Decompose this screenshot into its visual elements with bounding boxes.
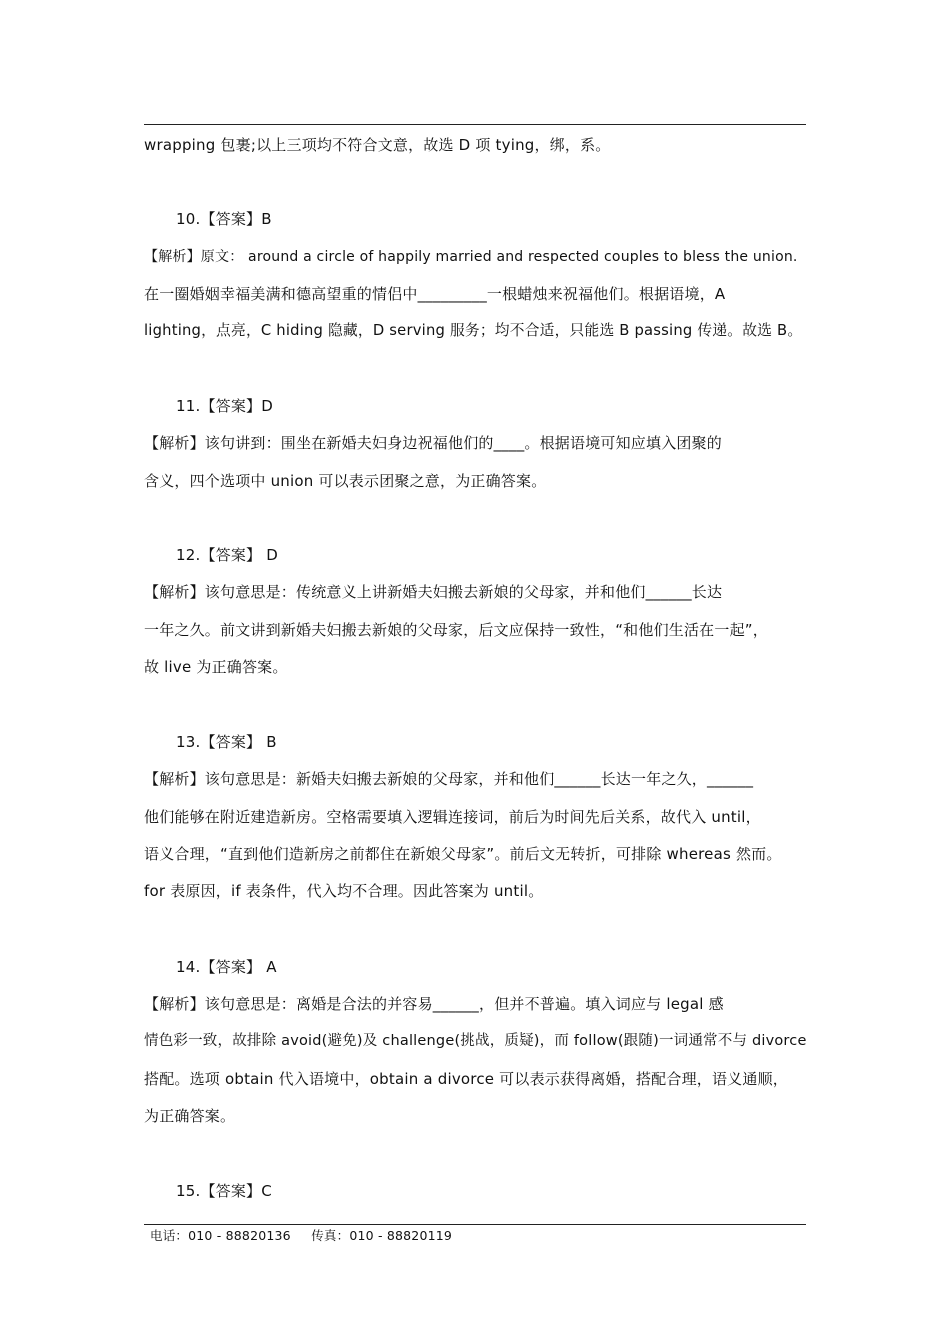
- analysis-14-line-3: 搭配。选项 obtain 代入语境中，obtain a divorce 可以表示获得离婚，搭配合理，语义通顺，: [144, 1070, 788, 1088]
- analysis-11-line-2: 含义，四个选项中 union 可以表示团聚之意，为正确答案。: [144, 472, 547, 490]
- analysis-14-line-2: 情色彩一致，故排除 avoid(避免)及 challenge(挑战，质疑)，而 follow(跟随)一词通常不与 divorce: [144, 1033, 807, 1049]
- answer-12: 12.【答案】 D: [176, 546, 278, 564]
- continued-text-line: wrapping 包裹;以上三项均不符合文意，故选 D 项 tying，绑，系。: [144, 136, 611, 154]
- footer-rule: [144, 1224, 806, 1225]
- analysis-10-line-2: 在一圈婚姻幸福美满和德高望重的情侣中_________一根蜡烛来祝福他们。根据语境，A: [144, 285, 726, 303]
- page-footer: [150, 1228, 452, 1244]
- analysis-12-line-1: 【解析】该句意思是：传统意义上讲新婚夫妇搬去新娘的父母家，并和他们______长达: [144, 583, 723, 601]
- analysis-12-line-2: 一年之久。前文讲到新婚夫妇搬去新娘的父母家，后文应保持一致性，“和他们生活在一起”，: [144, 621, 768, 639]
- analysis-13-line-3: 语义合理，“直到他们造新房之前都住在新娘父母家”。前后文无转折，可排除 whereas 然而。: [144, 845, 782, 863]
- answer-11: 11.【答案】D: [176, 397, 274, 415]
- analysis-10-line-1: 【解析】原文： around a circle of happily married and respected couples to bless the union.: [144, 249, 798, 265]
- answer-10: 10.【答案】B: [176, 210, 272, 228]
- footer-fax: 传真：010 - 88820119: [311, 1228, 453, 1243]
- analysis-13-line-4: for 表原因，if 表条件，代入均不合理。因此答案为 until。: [144, 882, 544, 900]
- analysis-14-line-1: 【解析】该句意思是：离婚是合法的并容易______，但并不普遍。填入词应与 legal 感: [144, 995, 724, 1013]
- analysis-11-line-1: 【解析】该句讲到：围坐在新婚夫妇身边祝福他们的____。根据语境可知应填入团聚的: [144, 434, 723, 452]
- analysis-12-line-3: 故 live 为正确答案。: [144, 658, 288, 676]
- analysis-14-line-4: 为正确答案。: [144, 1107, 236, 1125]
- analysis-13-line-1: 【解析】该句意思是：新婚夫妇搬去新娘的父母家，并和他们______长达一年之久，______: [144, 770, 754, 788]
- analysis-13-line-2: 他们能够在附近建造新房。空格需要填入逻辑连接词，前后为时间先后关系，故代入 until，: [144, 808, 761, 826]
- analysis-10-line-3: lighting，点亮，C hiding 隐藏，D serving 服务；均不合适，只能选 B passing 传递。故选 B。: [144, 322, 803, 339]
- answer-14: 14.【答案】 A: [176, 958, 277, 976]
- answer-15: 15.【答案】C: [176, 1182, 272, 1200]
- footer-phone: 电话：010 - 88820136: [150, 1228, 291, 1243]
- header-rule: [144, 124, 806, 125]
- answer-13: 13.【答案】 B: [176, 733, 277, 751]
